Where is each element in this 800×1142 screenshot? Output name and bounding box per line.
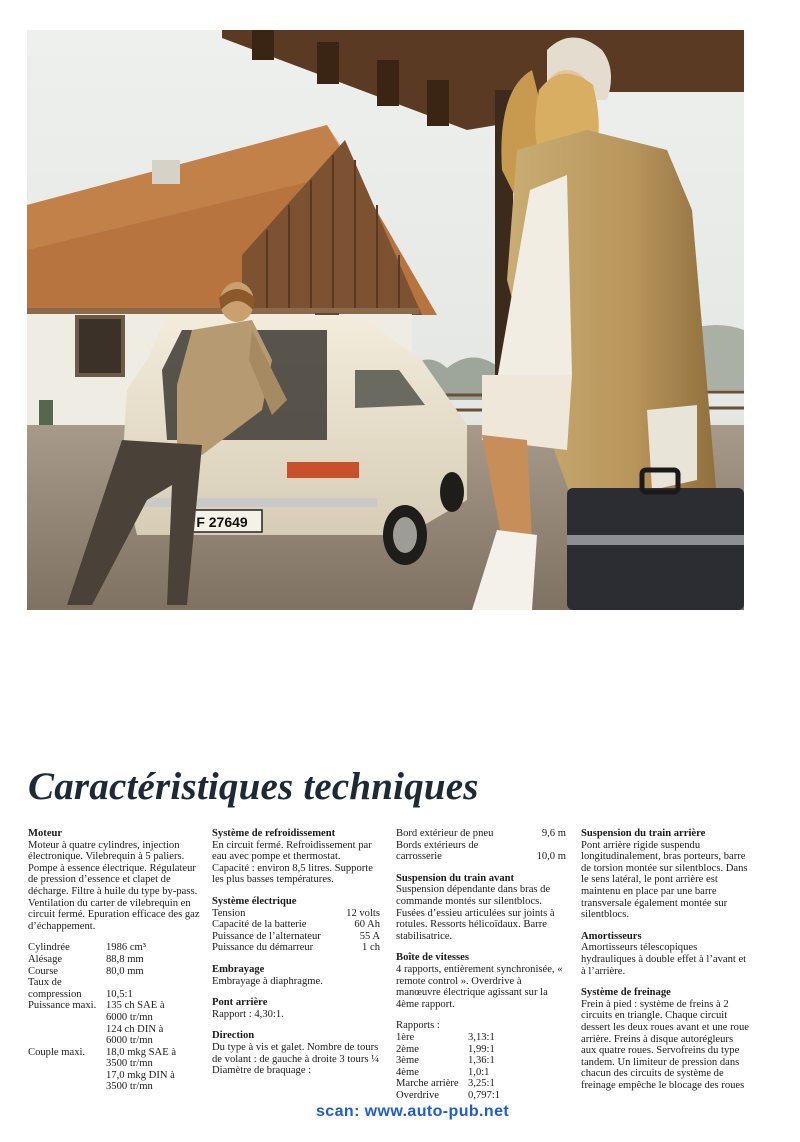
section-title: Boîte de vitesses	[396, 952, 469, 964]
spec-value: 135 ch SAE à	[106, 1000, 165, 1012]
spec-row	[28, 1058, 200, 1070]
ratio-row	[396, 1055, 566, 1067]
ratio-label: Overdrive	[396, 1089, 439, 1101]
scan-watermark: scan: www.auto-pub.net	[316, 1103, 510, 1120]
section-body: Moteur à quatre cylindres, injection électronique. Vilebrequin à 5 paliers. Pompe à essence électrique. Régulateur de pression d’essence et clapet de décharge. Filtre à huile du type by-pass. Ventilation du carter de vilebrequin en circuit fermé. Epuration efficace des gaz d’échappement.	[28, 839, 200, 932]
engine-specs	[28, 942, 200, 1093]
spec-label: Bords extérieurs de carrosserie	[396, 839, 479, 863]
spec-row	[28, 954, 200, 966]
section-title: Direction	[212, 1030, 255, 1042]
section-body: Du type à vis et galet. Nombre de tours de volant : de gauche à droite 3 tours ¼	[212, 1041, 380, 1065]
spec-row	[212, 942, 380, 954]
section-suspension-arriere	[581, 828, 749, 921]
spec-value: 1 ch	[362, 942, 380, 954]
spec-label	[28, 1081, 106, 1093]
section-title: Système de refroidissement	[212, 828, 336, 839]
spec-label: Puissance du démarreur	[212, 942, 314, 954]
section-body: En circuit fermé. Refroidissement par eau avec pompe et thermostat. Capacité : environ 8,5 litres. Supporte les plus basses températures.	[212, 839, 373, 886]
spec-label: Tension	[212, 907, 246, 919]
ratio-value: 3,13:1	[468, 1031, 495, 1043]
section-embrayage	[212, 964, 380, 987]
spec-value: 9,6 m	[541, 828, 566, 839]
spec-label: Couple maxi.	[28, 1046, 86, 1058]
section-body: Frein à pied : système de freins à 2 circuits en triangle. Chaque circuit dessert les deux roues avant et une roue arrière. Freins à disque autorégleurs aux quatre roues. Servofreins du type tandem. Un limiteur de pression dans chacun des circuits de système de freinage empêche le blocage des roues	[581, 998, 749, 1091]
spec-value: 10,5:1	[106, 988, 133, 1000]
section-direction	[212, 1030, 380, 1076]
section-title: Système électrique	[212, 895, 297, 907]
section-body: Pont arrière rigide suspendu longitudinalement, bras porteurs, barre de torsion montée sur silentblocs. Dans le sens latéral, le pont arrière est maintenu en place par une barre transversale également montée sur silentblocs.	[581, 839, 748, 921]
spec-label: Puissance de l’alternateur	[212, 930, 321, 942]
ratio-value: 3,25:1	[468, 1078, 495, 1090]
spec-label: compression	[28, 988, 82, 1000]
ratio-label: Marche arrière	[396, 1078, 459, 1090]
spec-value: 3500 tr/mn	[106, 1058, 153, 1070]
ratio-label: 1ère	[396, 1031, 415, 1043]
section-title: Pont arrière	[212, 997, 268, 1009]
spec-row	[396, 840, 566, 863]
spec-value: 124 ch DIN à	[106, 1023, 164, 1035]
spec-value: 88,8 mm	[106, 953, 144, 965]
ratio-row	[396, 1032, 566, 1044]
spec-label: Alésage	[28, 953, 63, 965]
ratio-value: 1,99:1	[468, 1043, 495, 1055]
ratio-row	[396, 1067, 566, 1079]
spec-label	[28, 1024, 106, 1036]
spec-row	[28, 1012, 200, 1024]
ratio-label: 2ème	[396, 1043, 419, 1055]
ratios-label: Rapports :	[396, 1020, 440, 1032]
column-1	[28, 828, 200, 1103]
spec-value: 18,0 mkg SAE à	[106, 1046, 177, 1058]
spec-value: 3500 tr/mn	[106, 1081, 153, 1093]
spec-label: Taux de	[28, 977, 62, 989]
spec-label: Bord extérieur de pneu	[396, 828, 494, 839]
gear-ratios	[396, 1020, 566, 1101]
spec-row	[212, 919, 380, 931]
section-amortisseurs	[581, 931, 749, 977]
spec-row	[28, 989, 200, 1001]
ratio-label: 3ème	[396, 1055, 419, 1067]
spec-label	[28, 1012, 106, 1024]
spec-row	[28, 1000, 200, 1012]
ratio-row	[396, 1090, 566, 1102]
spec-row	[396, 828, 566, 840]
spec-value: 17,0 mkg DIN à	[106, 1069, 175, 1081]
section-title: Suspension du train arrière	[581, 828, 706, 839]
spec-value	[106, 977, 200, 989]
spec-label: Capacité de la batterie	[212, 919, 307, 931]
spec-label	[28, 1070, 106, 1082]
ratio-row	[396, 1078, 566, 1090]
spec-value: 6000 tr/mn	[106, 1035, 153, 1047]
column-4	[581, 828, 749, 1101]
page-title: Caractéristiques techniques	[28, 765, 479, 808]
section-body: 4 rapports, entièrement synchronisée, « remote control ». Overdrive à manœuvre électrique agissant sur la 4ème rapport.	[396, 963, 563, 1010]
spec-row	[212, 908, 380, 920]
spec-row	[28, 977, 200, 989]
section-title: Amortisseurs	[581, 930, 642, 942]
spec-row	[28, 1081, 200, 1093]
spec-value: 12 volts	[346, 907, 380, 919]
ratio-row	[396, 1044, 566, 1056]
column-3	[396, 828, 566, 1111]
section-pont-arriere	[212, 997, 380, 1020]
spec-row	[28, 1024, 200, 1036]
section-title: Système de freinage	[581, 987, 671, 999]
section-boite	[396, 952, 566, 1010]
spec-label: Cylindrée	[28, 942, 70, 954]
section-body: Amortisseurs télescopiques hydrauliques à double effet à l’avant et à l’arrière.	[581, 942, 747, 977]
spec-value: 55 A	[359, 930, 380, 942]
section-title: Suspension du train avant	[396, 872, 515, 884]
section-body: Suspension dépendante dans bras de commande montés sur silentblocs. Fusées d’essieu articulées sur joints à rotules. Ressorts hélicoïdaux. Barre stabilisatrice.	[396, 884, 555, 942]
section-suspension-avant	[396, 873, 566, 943]
spec-label	[28, 1035, 106, 1047]
section-title: Embrayage	[212, 963, 265, 975]
section-freinage	[581, 987, 749, 1091]
spec-value: 10,0 m	[536, 851, 566, 863]
section-body-last: Diamètre de braquage :	[212, 1065, 312, 1077]
column-2	[212, 828, 380, 1087]
section-refroidissement	[212, 828, 380, 886]
spec-row	[28, 966, 200, 978]
spec-label: Puissance maxi.	[28, 1000, 97, 1012]
suitcase	[567, 470, 744, 610]
license-plate: F 27649	[196, 514, 248, 530]
ratio-label: 4ème	[396, 1066, 419, 1078]
spec-label: Course	[28, 965, 59, 977]
spec-row	[212, 931, 380, 943]
ratio-value: 1,0:1	[468, 1066, 490, 1078]
spec-row	[28, 1035, 200, 1047]
section-title: Moteur	[28, 828, 63, 839]
spec-value: 1986 cm³	[106, 942, 146, 954]
spec-row	[28, 942, 200, 954]
spec-value: 6000 tr/mn	[106, 1011, 153, 1023]
spec-value: 60 Ah	[354, 919, 380, 931]
brochure-photo	[27, 30, 744, 610]
ratio-value: 1,36:1	[468, 1055, 495, 1067]
spec-row	[28, 1047, 200, 1059]
section-body: Rapport : 4,30:1.	[212, 1008, 284, 1020]
section-moteur	[28, 828, 200, 932]
section-electrique	[212, 896, 380, 954]
spec-label	[28, 1058, 106, 1070]
spec-value: 80,0 mm	[106, 965, 144, 977]
spec-row	[28, 1070, 200, 1082]
section-body: Embrayage à diaphragme.	[212, 975, 323, 987]
section-braquage	[396, 828, 566, 863]
ratio-value: 0,797:1	[468, 1089, 501, 1101]
